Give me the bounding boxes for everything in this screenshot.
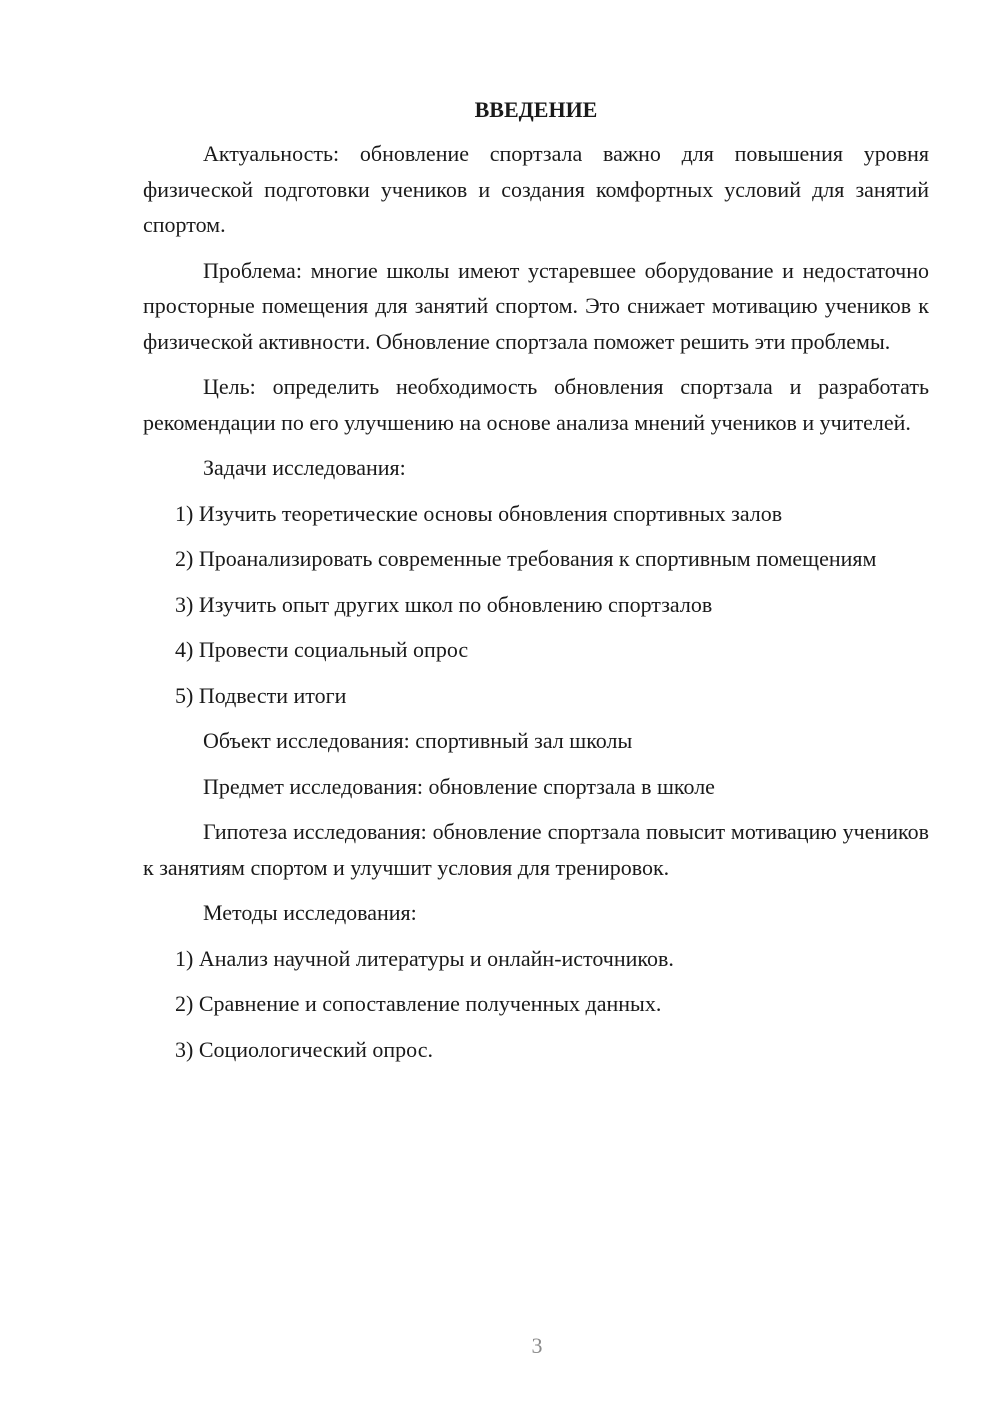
task-item-3: 3) Изучить опыт других школ по обновлению спортзалов: [175, 591, 713, 617]
task-item-4: 4) Провести социальный опрос: [175, 637, 469, 662]
method-item-2: 2) Сравнение и сопоставление полученных данных.: [175, 991, 662, 1016]
paragraph-tasks-heading: Задачи исследования:: [203, 455, 406, 480]
task-item-5: 5) Подвести итоги: [175, 682, 347, 708]
paragraph-hypothesis: Гипотеза исследования: обновление спортзала повысит мотивацию учеников к занятиям спортом и улучшит условия для тренировок.: [143, 819, 929, 880]
method-item-3: 3) Социологический опрос.: [175, 1036, 433, 1062]
page-content: [143, 92, 929, 1077]
paragraph-subject: Предмет исследования: обновление спортзала в школе: [203, 773, 715, 799]
paragraph-relevance: Актуальность: обновление спортзала важно для повышения уровня физической подготовки учеников и создания комфортных условий для занятий спортом.: [143, 141, 929, 237]
page-title: ВВЕДЕНИЕ: [474, 97, 598, 122]
method-item-1: 1) Анализ научной литературы и онлайн-источников.: [175, 945, 674, 971]
task-item-1: 1) Изучить теоретические основы обновления спортивных залов: [175, 500, 783, 526]
paragraph-methods-heading: Методы исследования:: [203, 900, 417, 925]
page-number: 3: [531, 1333, 543, 1358]
task-item-2: 2) Проанализировать современные требования к спортивным помещениям: [175, 546, 877, 571]
paragraph-object: Объект исследования: спортивный зал школы: [203, 728, 633, 753]
paragraph-problem: Проблема: многие школы имеют устаревшее оборудование и недостаточно просторные помещения для занятий спортом. Это снижает мотивацию учеников к физической активности. Обновление спортзала поможет решить эти проблемы.: [143, 257, 929, 354]
paragraph-goal: Цель: определить необходимость обновления спортзала и разработать рекомендации по его улучшению на основе анализа мнений учеников и учителей.: [143, 374, 929, 435]
